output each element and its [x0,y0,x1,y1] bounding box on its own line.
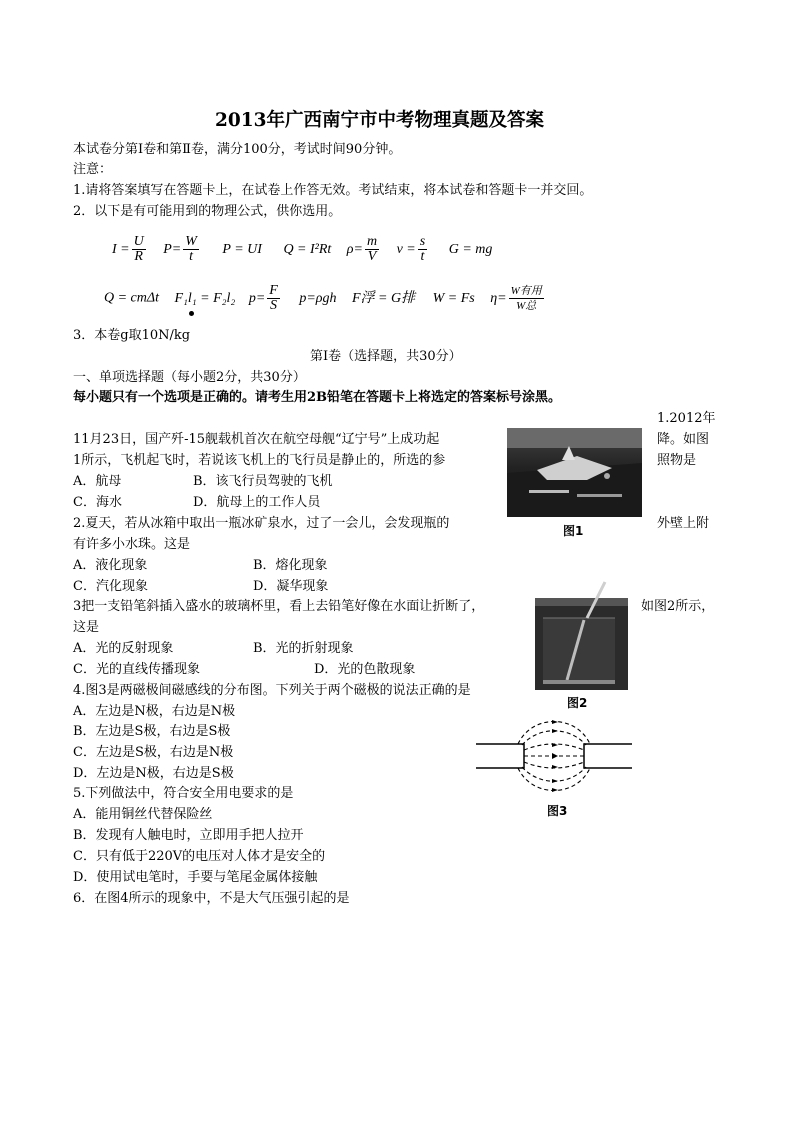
formula-speed: v = $\frac{s}{t}$ [396,234,426,264]
formula-efficiency: η= $\frac{\text{W有用}}{\text{W总}}$ [490,285,542,312]
q1-option-b: B．该飞行员驾驶的飞机 [193,474,333,489]
formula-row-1 [112,235,492,264]
formula-electric-power: P = UI [222,241,262,257]
q4-option-a: A．左边是N极，右边是N极 [73,704,236,719]
dot-mark [189,311,194,316]
formula-density: ρ= $\frac{m}{V}$ [346,234,378,264]
q2-line-a-tail: 外壁上附 [657,516,710,531]
q5-option-b: B．发现有人触电时，立即用手把人拉开 [73,828,304,843]
notice-1: 1.请将答案填写在答题卡上，在试卷上作答无效。考试结束，将本试卷和答题卡一并交回。 [73,183,593,198]
q4-line-a: 4.图3是两磁极间磁感线的分布图。下列关于两个磁极的说法正确的是 [73,683,471,698]
q5-line-a: 5.下列做法中，符合安全用电要求的是 [73,786,294,801]
figure-3-magnetic-field-diagram [474,712,634,800]
formula-liquid-pressure: p=ρgh [299,290,337,306]
formula-work: W = Fs [432,290,475,306]
q4-option-c: C．左边是S极，右边是N极 [73,745,234,760]
notice-2: 2．以下是有可能用到的物理公式，供你选用。 [73,204,342,219]
q2-option-c: C．汽化现象 [73,579,148,594]
formula-ohm: I = $\frac{U}{R}$ [112,234,144,264]
intro-text: 本试卷分第Ⅰ卷和第Ⅱ卷，满分100分，考试时间90分钟。 [73,142,402,157]
formula-buoyancy: F浮 = G排 [352,290,416,306]
figure-2-pencil-photo [535,580,628,690]
formula-joule: Q = I²Rt [283,241,332,257]
page-title: 2013年广西南宁市中考物理真题及答案 [215,110,544,131]
formula-gravity: G = mg [448,241,493,257]
q3-option-b: B．光的折射现象 [253,641,354,656]
notice-label: 注意： [73,162,113,177]
q5-option-c: C．只有低于220V的电压对人体才是安全的 [73,849,326,864]
q2-option-d: D．凝华现象 [253,579,329,594]
q1-line-a: 1.2012年 [657,411,716,426]
section-header: 第Ⅰ卷（选择题，共30分） [310,349,462,364]
q2-option-b: B．熔化现象 [253,558,328,573]
q1-option-c: C．海水 [73,495,122,510]
q6-line-a: 6．在图4所示的现象中，不是大气压强引起的是 [73,891,350,906]
q5-option-d: D．使用试电笔时，手要与笔尾金属体接触 [73,870,318,885]
q3-line-a: 3把一支铅笔斜插入盛水的玻璃杯里，看上去铅笔好像在水面让折断了， [73,599,485,614]
q3-option-a: A．光的反射现象 [73,641,174,656]
q4-option-d: D．左边是N极，右边是S极 [73,766,234,781]
q3-line-a-tail: 如图2所示， [641,599,715,614]
figure-2-caption: 图2 [567,696,588,710]
q1-option-a: A．航母 [73,474,122,489]
formula-lever: F₁l₁ = F₂l₂ [174,290,236,306]
part-one-heading: 一、单项选择题（每小题2分，共30分） [73,370,306,385]
q4-option-b: B．左边是S极，右边是S极 [73,724,231,739]
q1-line-c: 1所示，飞机起飞时，若说该飞机上的飞行员是静止的，所选的参 [73,453,446,468]
q1-line-c-tail: 照物是 [657,453,697,468]
figure-1-caption: 图1 [563,524,584,538]
figure-1-carrier-photo [507,428,642,517]
formula-power: P= $\frac{W}{t}$ [163,234,197,264]
q3-option-c: C．光的直线传播现象 [73,662,200,677]
q2-line-a: 2.夏天，若从冰箱中取出一瓶冰矿泉水，过了一会儿，会发现瓶的 [73,516,450,531]
part-one-instructions: 每小题只有一个选项是正确的。请考生用2B铅笔在答题卡上将选定的答案标号涂黑。 [73,390,562,405]
q2-option-a: A．液化现象 [73,558,148,573]
q3-line-b: 这是 [73,620,100,635]
q1-line-b-tail: 降。如图 [657,432,710,447]
figure-3-caption: 图3 [547,804,568,818]
formula-row-2 [104,284,546,313]
formula-heat: Q = cmΔt [104,290,159,306]
q3-option-d: D．光的色散现象 [314,662,416,677]
q5-option-a: A．能用铜丝代替保险丝 [73,807,213,822]
q2-line-b: 有许多小水珠。这是 [73,537,191,552]
formula-pressure: p= $\frac{F}{S}$ [248,283,278,313]
notice-3: 3．本卷g取10N/kg [73,328,191,343]
q1-line-b: 11月23日，国产歼-15舰载机首次在航空母舰“辽宁号”上成功起 [73,432,440,447]
q1-option-d: D．航母上的工作人员 [193,495,321,510]
